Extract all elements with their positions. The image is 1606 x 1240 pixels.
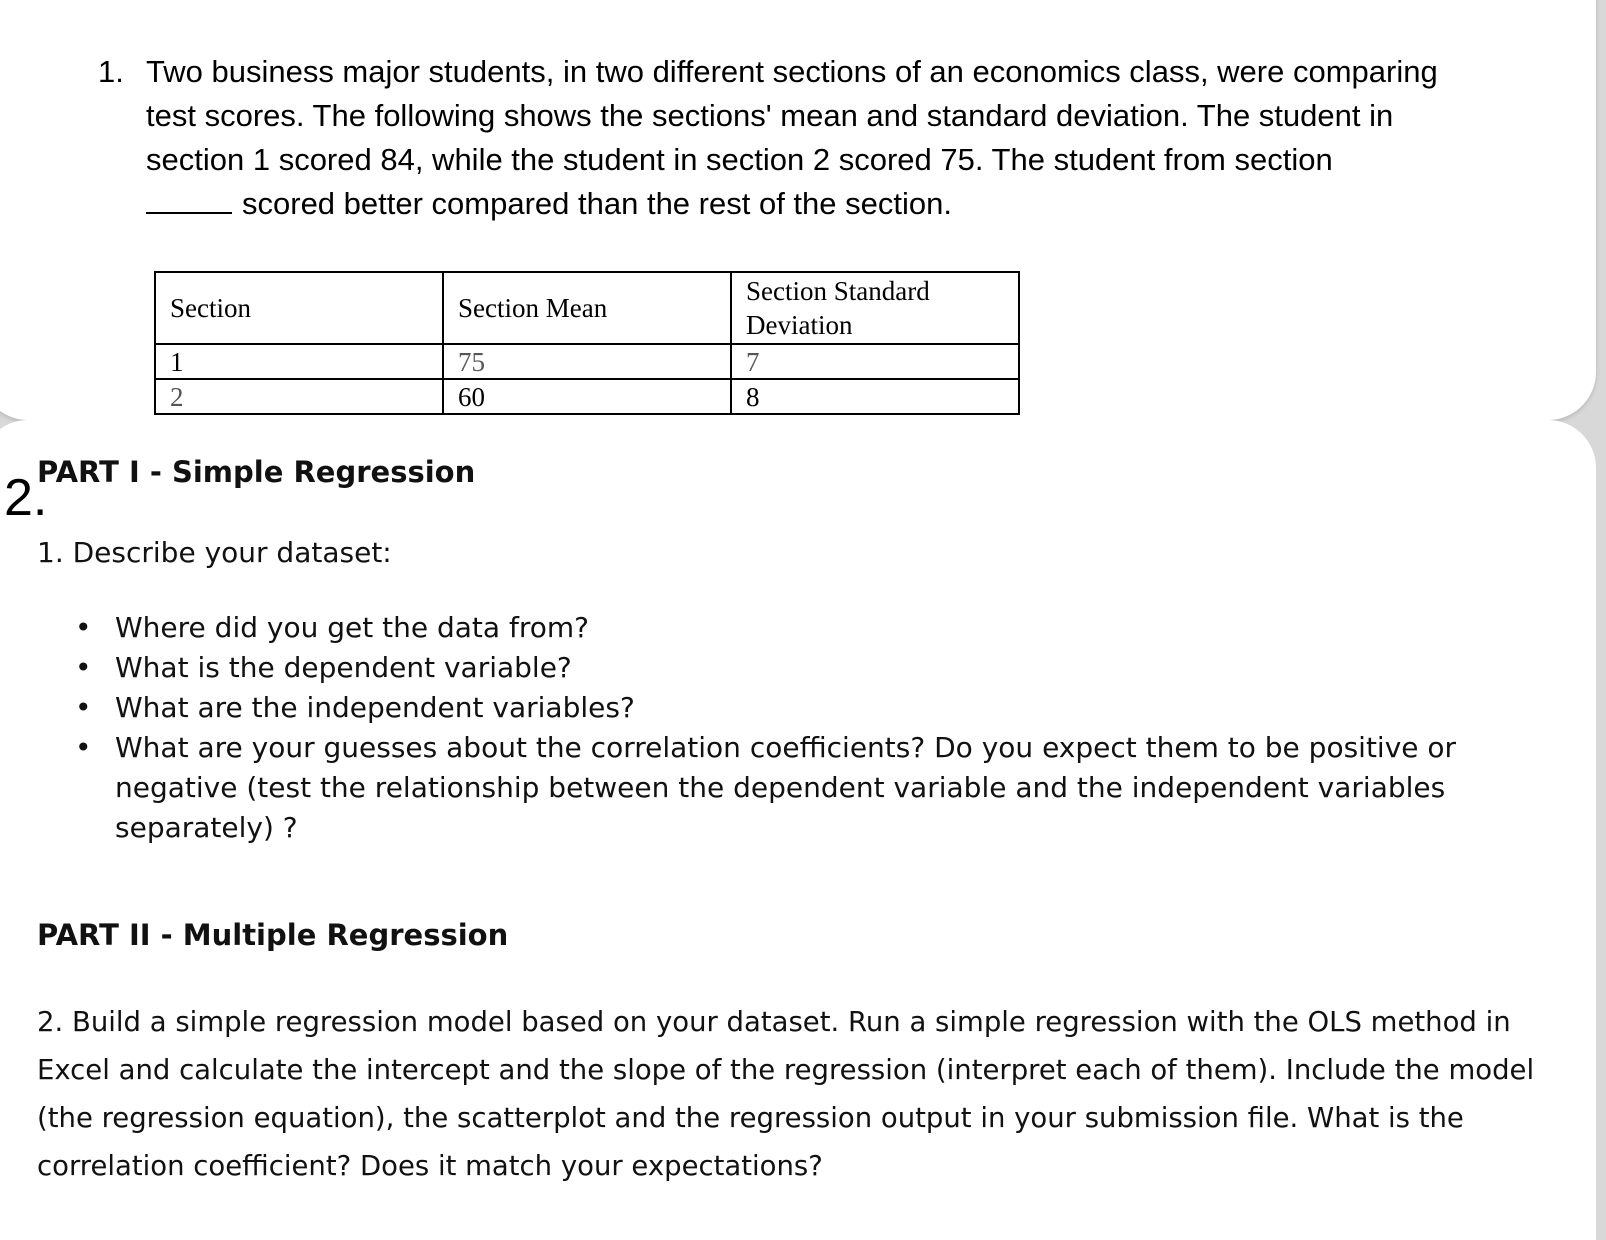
part-1-title: PART I - Simple Regression [37,455,476,489]
bullet-icon: • [75,691,92,724]
header-section: Section [155,272,443,344]
answer-blank [146,188,232,214]
question-1-line: test scores. The following shows the sections' mean and standard deviation. The student in [146,98,1394,133]
bullet-icon: • [75,731,92,764]
list-item-text: What are your guesses about the correlation coefficients? Do you expect them to be positive or negative (test the relationship between the dependent variable and the independent variables separately) ? [115,731,1457,844]
table-row [155,344,1019,379]
describe-dataset-label: 1. Describe your dataset: [37,536,392,569]
question-2-number: 2. [4,469,48,527]
question-1-number: 1. [98,54,124,89]
question-1-line: Two business major students, in two different sections of an economics class, were comparing [146,54,1438,89]
header-section-std-dev: Section Standard Deviation [731,272,1019,344]
header-section-mean: Section Mean [443,272,731,344]
list-item-text: What is the dependent variable? [115,651,572,684]
list-item [75,648,1535,688]
part-2-title: PART II - Multiple Regression [37,918,509,952]
question-1-text [146,50,1546,226]
table-header-row [155,272,1019,344]
cell-std-dev: 8 [731,379,1019,414]
build-model-text: 2. Build a simple regression model based on your dataset. Run a simple regression with the OLS method in Excel and calculate the intercept and the slope of the regression (interpret each of them). Include the model (the regression equation), the scatterplot and the regression output in your submission file. What is the correlation coefficient? Does it match your expectations? [37,1006,1535,1182]
bullet-icon: • [75,651,92,684]
cell-std-dev: 7 [731,344,1019,379]
list-item-text: What are the independent variables? [115,691,635,724]
cell-mean: 75 [443,344,731,379]
question-1-last-line-text: scored better compared than the rest of the section. [242,186,952,221]
table-row [155,379,1019,414]
list-item [75,688,1535,728]
list-item [75,608,1535,648]
list-item [75,728,1535,848]
question-1-line: section 1 scored 84, while the student in section 2 scored 75. The student from section [146,142,1333,177]
dataset-questions-list [75,608,1535,848]
cell-section: 1 [155,344,443,379]
cell-section: 2 [155,379,443,414]
cell-mean: 60 [443,379,731,414]
list-item-text: Where did you get the data from? [115,611,589,644]
bullet-icon: • [75,611,92,644]
section-stats-table [154,271,1020,415]
question-1-last-line [146,182,1546,226]
